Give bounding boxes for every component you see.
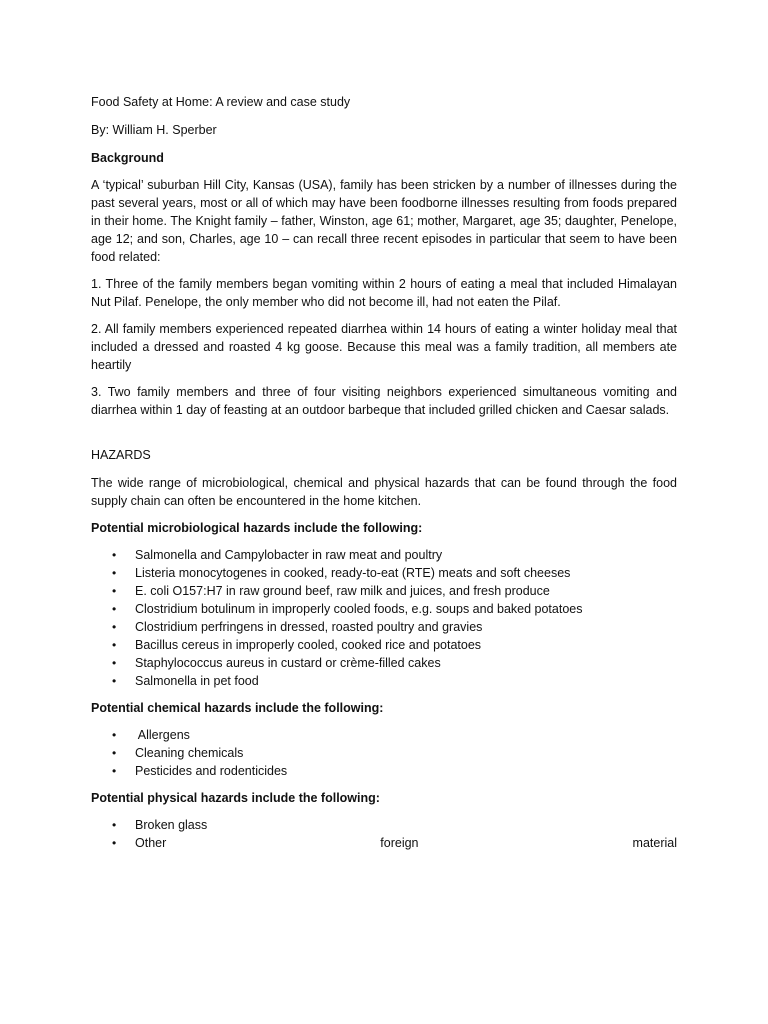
chemical-heading: Potential chemical hazards include the following: [91,701,384,715]
microbiological-list [91,546,677,690]
physical-list [91,816,677,852]
list-item [91,546,677,564]
word: material [632,836,677,850]
list-item-text: Salmonella in pet food [135,674,259,688]
bullet-icon: • [112,548,117,562]
bullet-icon: • [112,764,117,778]
document-title: Food Safety at Home: A review and case study [91,95,351,109]
author-byline: By: William H. Sperber [91,123,217,137]
list-item [91,582,677,600]
bullet-icon: • [112,638,117,652]
list-item-text: Allergens [135,728,190,742]
background-paragraph: A ‘typical’ suburban Hill City, Kansas (USA), family has been stricken by a number of illnesses during the past several years, most or all of which may have been foodborne illnesses resulting from foods prepared in their home. The Knight family – father, Winston, age 61; mother, Margaret, age 35; daughter, Penelope, age 12; and son, Charles, age 10 – can recall three recent episodes in particular that seem to have been food related: [91,178,677,264]
background-heading: Background [91,151,164,165]
word: foreign [380,836,419,850]
bullet-icon: • [112,656,117,670]
list-item [91,744,677,762]
list-item [91,618,677,636]
hazards-heading: HAZARDS [91,448,151,462]
list-item [91,600,677,618]
list-item-text: Salmonella and Campylobacter in raw meat and poultry [135,548,443,562]
list-item-text: Clostridium botulinum in improperly cooled foods, e.g. soups and baked potatoes [135,602,583,616]
episode-3: 3. Two family members and three of four visiting neighbors experienced simultaneous vomiting and diarrhea within 1 day of feasting at an outdoor barbeque that included grilled chicken and Caesar salads. [91,385,677,417]
list-item [91,672,677,690]
chemical-list [91,726,677,780]
physical-heading: Potential physical hazards include the following: [91,791,380,805]
microbiological-heading: Potential microbiological hazards include the following: [91,521,423,535]
list-item-text: Cleaning chemicals [135,746,244,760]
episode-1: 1. Three of the family members began vomiting within 2 hours of eating a meal that included Himalayan Nut Pilaf. Penelope, the only member who did not become ill, had not eaten the Pilaf. [91,277,677,309]
list-item [91,762,677,780]
list-item-text: Pesticides and rodenticides [135,764,288,778]
word: Other [135,836,167,850]
bullet-icon: • [112,602,117,616]
document-body [91,93,677,861]
episode-2: 2. All family members experienced repeated diarrhea within 14 hours of eating a winter holiday meal that included a dressed and roasted 4 kg goose. Because this meal was a family tradition, all members ate heartily [91,322,677,372]
list-item [91,654,677,672]
list-item [91,834,677,852]
list-item [91,564,677,582]
list-item-text: E. coli O157:H7 in raw ground beef, raw milk and juices, and fresh produce [135,584,550,598]
bullet-icon: • [112,818,117,832]
bullet-icon: • [112,584,117,598]
list-item-text: Broken glass [135,818,208,832]
hazards-intro: The wide range of microbiological, chemical and physical hazards that can be found through the food supply chain can often be encountered in the home kitchen. [91,476,677,508]
bullet-icon: • [112,728,117,742]
bullet-icon: • [112,836,117,850]
list-item-text: Listeria monocytogenes in cooked, ready-to-eat (RTE) meats and soft cheeses [135,566,571,580]
justified-line [135,834,677,852]
bullet-icon: • [112,620,117,634]
list-item [91,636,677,654]
bullet-icon: • [112,746,117,760]
bullet-icon: • [112,566,117,580]
list-item [91,816,677,834]
list-item-text: Clostridium perfringens in dressed, roasted poultry and gravies [135,620,483,634]
list-item [91,726,677,744]
bullet-icon: • [112,674,117,688]
list-item-text: Bacillus cereus in improperly cooled, cooked rice and potatoes [135,638,482,652]
list-item-text: Staphylococcus aureus in custard or crème-filled cakes [135,656,441,670]
